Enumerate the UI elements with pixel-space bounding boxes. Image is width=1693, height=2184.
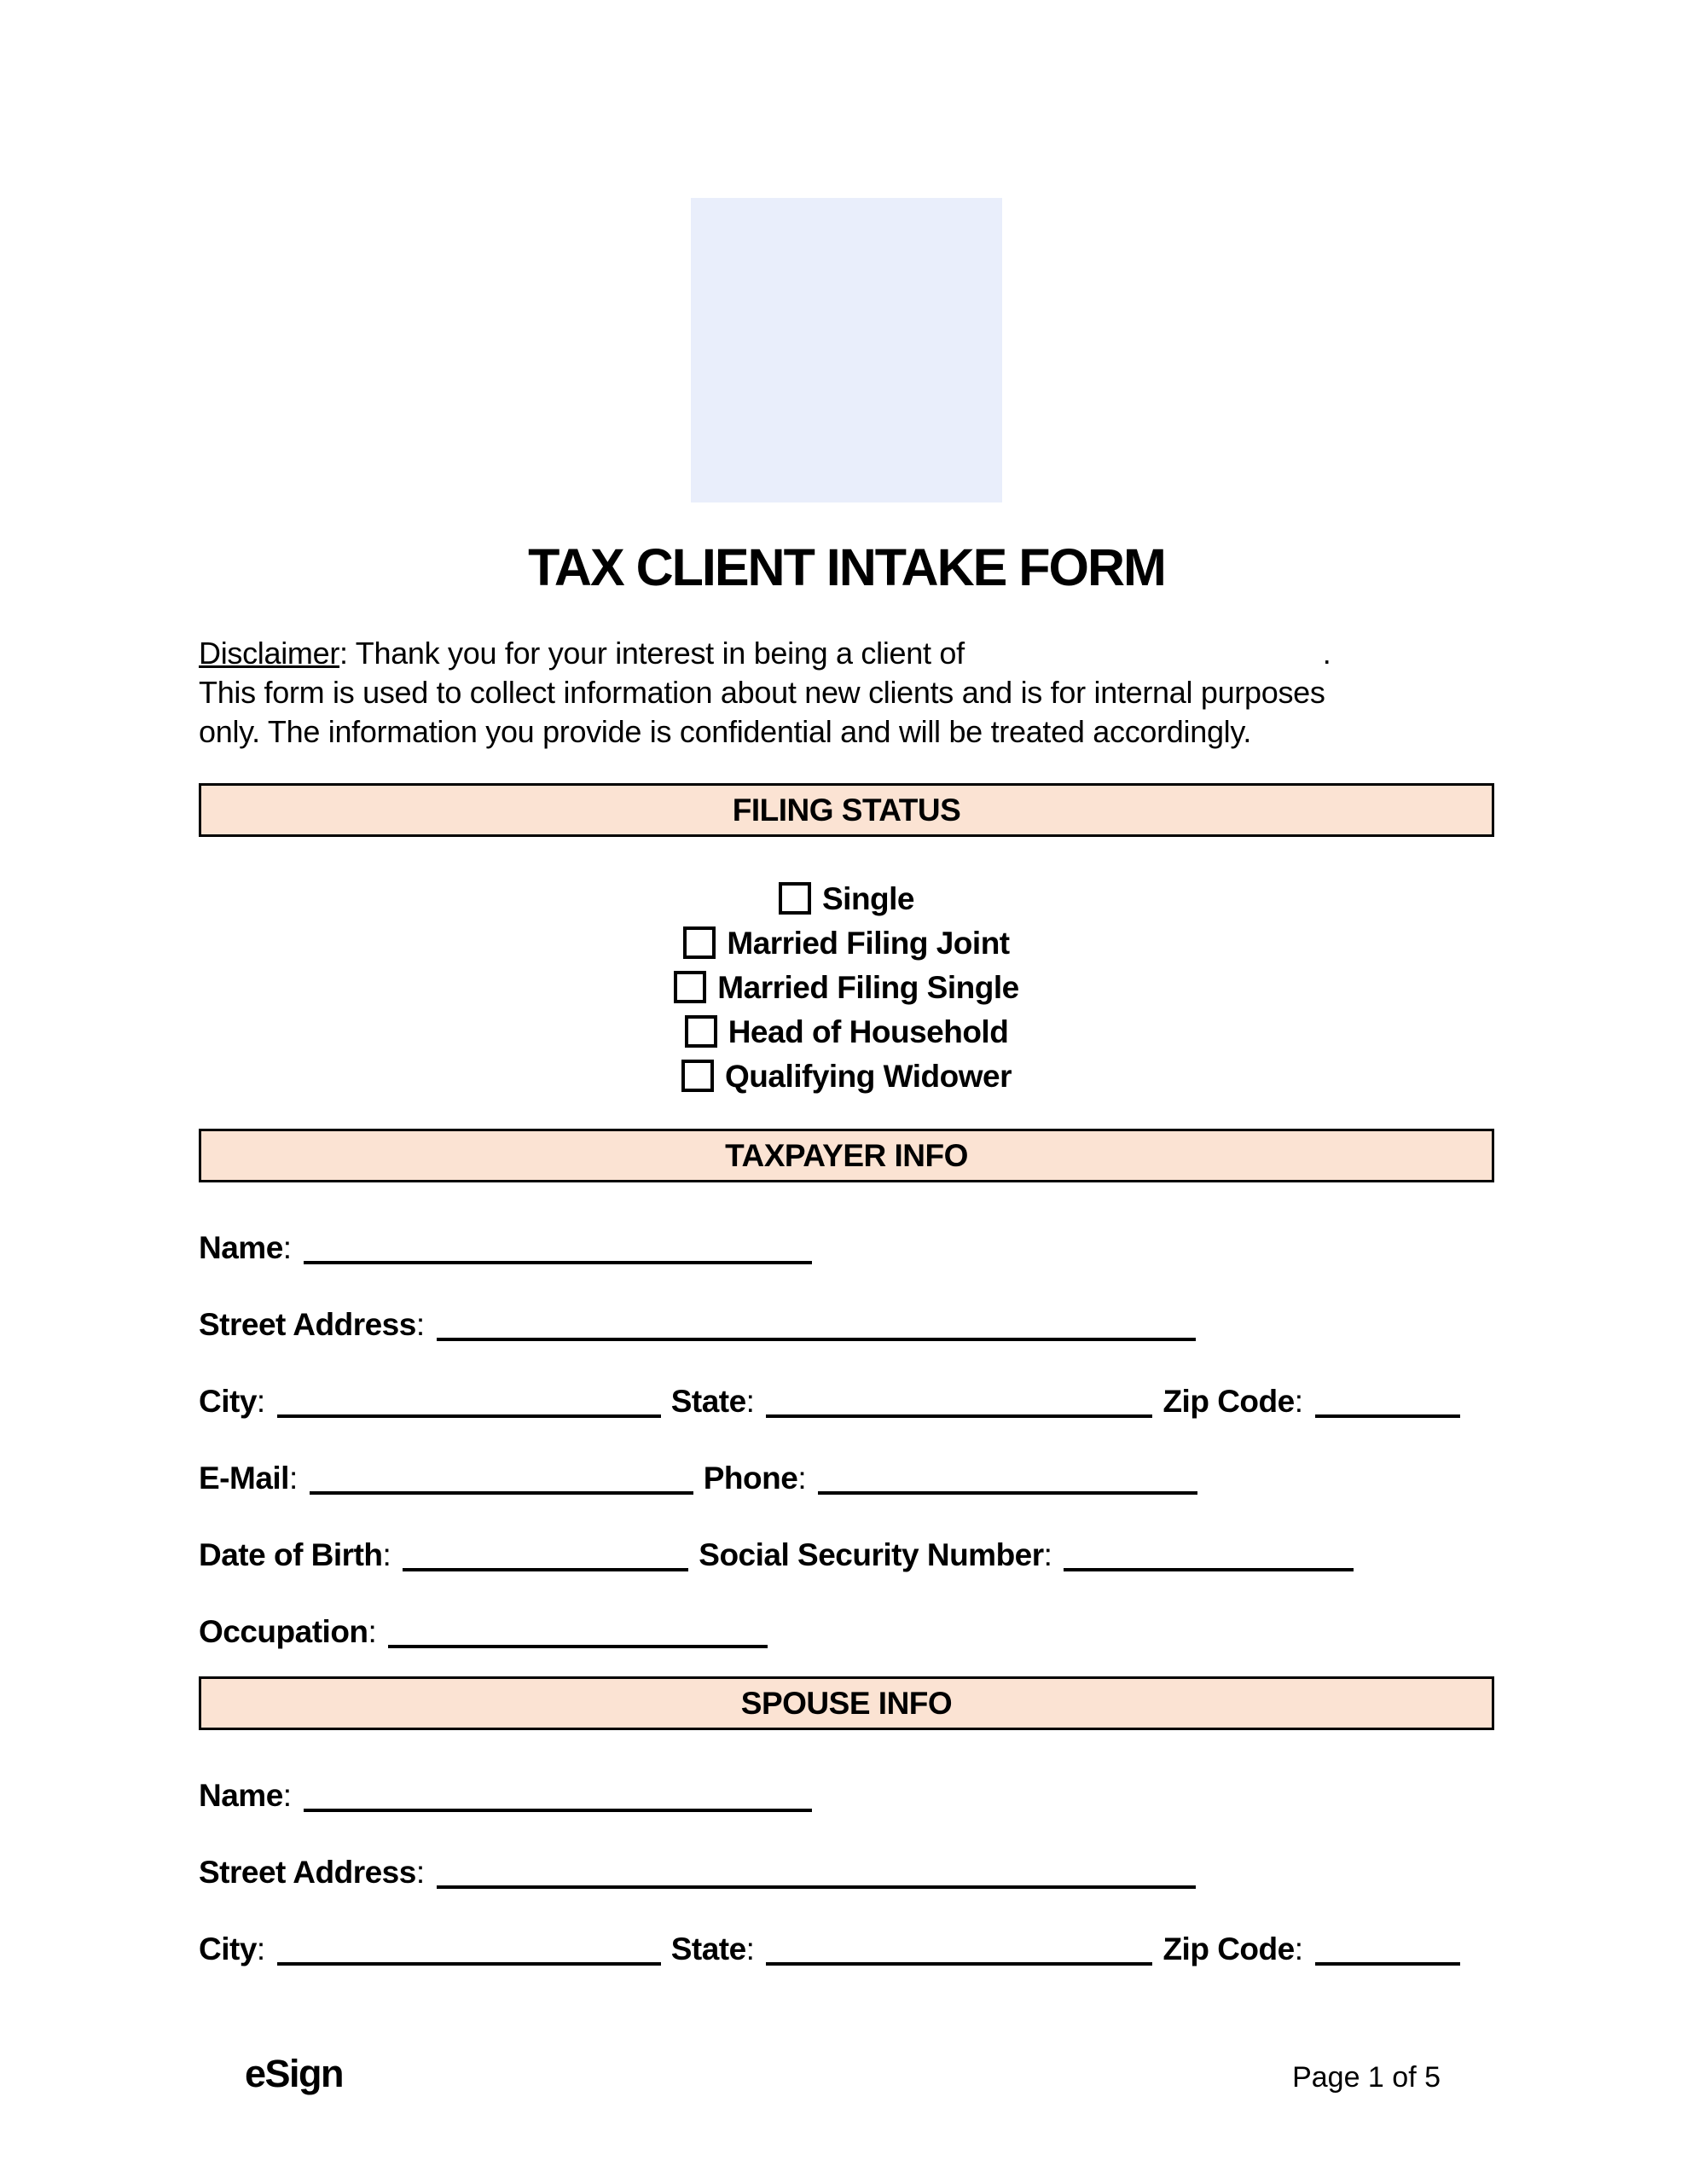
disclaimer-lead: Disclaimer — [199, 636, 340, 671]
section-header-filing-status — [199, 783, 1494, 837]
spouse-zip-code-input-line[interactable] — [1315, 1940, 1460, 1966]
taxpayer-dob-ssn-row: Date of Birth: Social Security Number: — [199, 1537, 1494, 1577]
taxpayer-city-input-line[interactable] — [277, 1392, 661, 1418]
filing-option-qualifying-widower — [199, 1054, 1494, 1098]
spouse-city-input-line[interactable] — [277, 1940, 661, 1966]
checkbox-married-filing-single-label: Married Filing Single — [717, 969, 1019, 1005]
taxpayer-name-row: Name: — [199, 1230, 1494, 1269]
disclaimer-line-3: only. The information you provide is confidential and will be treated accordingly. — [199, 714, 1252, 749]
taxpayer-date-of-birth-label: Date of Birth — [199, 1537, 383, 1572]
taxpayer-street-address-label: Street Address — [199, 1307, 416, 1342]
checkbox-qualifying-widower[interactable] — [681, 1060, 714, 1092]
taxpayer-date-of-birth-input-line[interactable] — [403, 1546, 688, 1571]
taxpayer-ssn-input-line[interactable] — [1064, 1546, 1354, 1571]
page-footer — [245, 2052, 1441, 2096]
taxpayer-name-label: Name — [199, 1230, 283, 1265]
esign-logo: eSign — [245, 2052, 344, 2095]
disclaimer-line-2: This form is used to collect information about new clients and is for internal purposes — [199, 675, 1325, 710]
disclaimer-text-1: Thank you for your interest in being a client of — [355, 636, 965, 671]
company-name-blank[interactable] — [965, 663, 1323, 664]
filing-option-married-filing-single — [199, 965, 1494, 1009]
spouse-name-row: Name: — [199, 1778, 1494, 1817]
taxpayer-street-address-row: Street Address: — [199, 1307, 1494, 1346]
logo-placeholder — [691, 198, 1002, 502]
disclaimer-period: . — [1322, 636, 1331, 671]
spouse-zip-code-label: Zip Code — [1162, 1931, 1295, 1966]
section-title-taxpayer-info: TAXPAYER INFO — [725, 1137, 968, 1173]
taxpayer-email-input-line[interactable] — [310, 1469, 693, 1495]
taxpayer-email-label: E-Mail — [199, 1461, 289, 1496]
checkbox-qualifying-widower-label: Qualifying Widower — [724, 1058, 1012, 1094]
filing-option-head-of-household — [199, 1009, 1494, 1054]
section-title-filing-status: FILING STATUS — [732, 792, 961, 828]
checkbox-married-filing-joint-label: Married Filing Joint — [727, 925, 1010, 961]
spouse-city-state-zip-row: City: State: Zip Code: — [199, 1931, 1494, 1971]
checkbox-single-label: Single — [821, 880, 915, 916]
taxpayer-zip-code-label: Zip Code — [1162, 1384, 1295, 1419]
page-title: TAX CLIENT INTAKE FORM — [528, 538, 1165, 596]
spouse-street-address-input-line[interactable] — [437, 1863, 1196, 1889]
section-header-taxpayer-info — [199, 1129, 1494, 1182]
spouse-state-input-line[interactable] — [766, 1940, 1152, 1966]
spouse-fields — [199, 1778, 1494, 1971]
taxpayer-phone-input-line[interactable] — [818, 1469, 1197, 1495]
taxpayer-email-phone-row: E-Mail: Phone: — [199, 1461, 1494, 1500]
taxpayer-ssn-label: Social Security Number — [699, 1537, 1044, 1572]
taxpayer-city-label: City — [199, 1384, 257, 1419]
filing-option-married-filing-joint — [199, 921, 1494, 965]
spouse-name-input-line[interactable] — [304, 1786, 812, 1812]
spouse-state-label: State — [670, 1931, 746, 1966]
checkbox-single[interactable] — [779, 882, 811, 915]
page-number: Page 1 of 5 — [1292, 2061, 1441, 2094]
filing-status-options — [199, 876, 1494, 1098]
taxpayer-occupation-label: Occupation — [199, 1614, 368, 1649]
taxpayer-state-input-line[interactable] — [766, 1392, 1152, 1418]
checkbox-married-filing-joint[interactable] — [683, 926, 716, 959]
spouse-street-address-label: Street Address — [199, 1855, 416, 1890]
section-header-spouse-info — [199, 1676, 1494, 1730]
section-title-spouse-info: SPOUSE INFO — [740, 1685, 953, 1721]
checkbox-head-of-household[interactable] — [685, 1015, 717, 1048]
checkbox-head-of-household-label: Head of Household — [728, 1014, 1009, 1049]
taxpayer-street-address-input-line[interactable] — [437, 1316, 1196, 1341]
taxpayer-occupation-input-line[interactable] — [388, 1623, 768, 1648]
disclaimer — [199, 634, 1494, 752]
disclaimer-line-1 — [199, 634, 1494, 673]
taxpayer-name-input-line[interactable] — [304, 1239, 812, 1264]
spouse-city-label: City — [199, 1931, 257, 1966]
checkbox-married-filing-single[interactable] — [674, 971, 706, 1003]
taxpayer-state-label: State — [670, 1384, 746, 1419]
filing-option-single — [199, 876, 1494, 921]
taxpayer-phone-label: Phone — [703, 1461, 798, 1496]
taxpayer-fields — [199, 1230, 1494, 1653]
disclaimer-colon: : — [339, 636, 356, 671]
spouse-name-label: Name — [199, 1778, 283, 1813]
spouse-street-address-row: Street Address: — [199, 1855, 1494, 1894]
taxpayer-city-state-zip-row: City: State: Zip Code: — [199, 1384, 1494, 1423]
taxpayer-zip-code-input-line[interactable] — [1315, 1392, 1460, 1418]
taxpayer-occupation-row: Occupation: — [199, 1614, 1494, 1653]
